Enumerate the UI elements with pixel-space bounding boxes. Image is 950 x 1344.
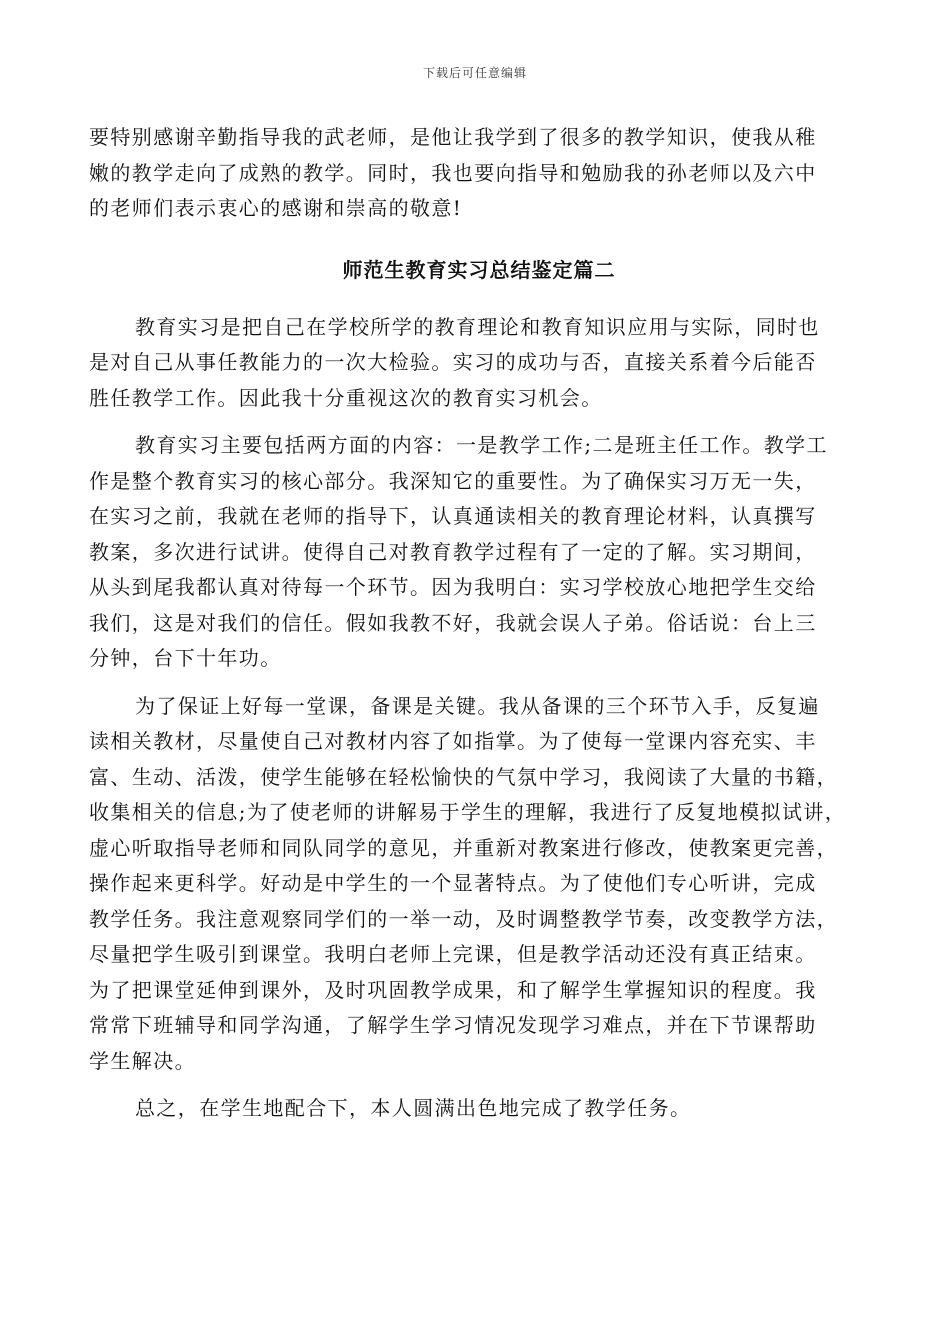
text-line: 教育实习主要包括两方面的内容：一是教学工作;二是班主任工作。教学工 [135,433,828,457]
text-line: 常常下班辅导和同学沟通，了解学生学习情况发现学习难点，并在下节课帮助 [89,1013,817,1037]
text-line: 收集相关的信息;为了使老师的讲解易于学生的理解，我进行了反复地模拟试讲， [89,800,847,824]
text-line: 是对自己从事任教能力的一次大检验。实习的成功与否，直接关系着今后能否 [89,350,817,374]
text-line: 嫩的教学走向了成熟的教学。同时，我也要向指导和勉励我的孙老师以及六中 [89,160,817,185]
text-line: 在实习之前，我就在老师的指导下，认真通读相关的教育理论材料，认真撰写 [89,504,817,528]
text-line: 操作起来更科学。好动是中学生的一个显著特点。为了使他们专心听讲，完成 [89,871,817,895]
paragraph-1 [89,310,869,417]
text-line: 教学任务。我注意观察同学们的一举一动，及时调整教学节奏，改变教学方法， [89,906,838,931]
text-line: 教育实习是把自己在学校所学的教育理论和教育知识应用与实际，同时也 [135,314,820,339]
text-line: 教案，多次进行试讲。使得自己对教育教学过程有了一定的了解。实习期间， [89,539,817,564]
paragraph-3 [89,689,869,1080]
intro-paragraph [89,120,869,227]
text-line: 尽量把学生吸引到课堂。我明白老师上完课，但是教学活动还没有真正结束。 [89,942,817,966]
text-line: 要特别感谢辛勤指导我的武老师，是他让我学到了很多的教学知识，使我从稚 [89,125,817,149]
text-line: 我们，这是对我们的信任。假如我教不好，我就会误人子弟。俗话说：台上三 [89,610,817,635]
text-line: 胜任教学工作。因此我十分重视这次的教育实习机会。 [89,385,603,410]
text-line: 学生解决。 [89,1048,196,1073]
section-title: 师范生教育实习总结鉴定篇二 [342,257,616,282]
text-line: 读相关教材，尽量使自己对教材内容了如指掌。为了使每一堂课内容充实、丰 [89,729,817,753]
text-line: 总之，在学生地配合下，本人圆满出色地完成了教学任务。 [135,1096,692,1120]
paragraph-4 [89,1091,869,1127]
text-line: 分钟，台下十年功。 [89,646,282,670]
text-line: 虚心听取指导老师和同队同学的意见，并重新对教案进行修改，使教案更完善， [89,835,838,860]
text-line: 从头到尾我都认真对待每一个环节。因为我明白：实习学校放心地把学生交给 [89,575,817,599]
document-body [89,120,869,1139]
page-header-note: 下载后可任意编辑 [422,66,527,80]
text-line: 为了保证上好每一堂课，备课是关键。我从备课的三个环节入手，反复遍 [135,693,820,718]
text-line: 的老师们表示衷心的感谢和崇高的敬意! [89,196,463,220]
text-line: 为了把课堂延伸到课外，及时巩固教学成果，和了解学生掌握知识的程度。我 [89,977,817,1002]
text-line: 作是整个教育实习的核心部分。我深知它的重要性。为了确保实习万无一失， [89,468,817,493]
text-line: 富、生动、活泼，使学生能够在轻松愉快的气氛中学习，我阅读了大量的书籍， [89,764,838,789]
paragraph-2 [89,428,869,677]
